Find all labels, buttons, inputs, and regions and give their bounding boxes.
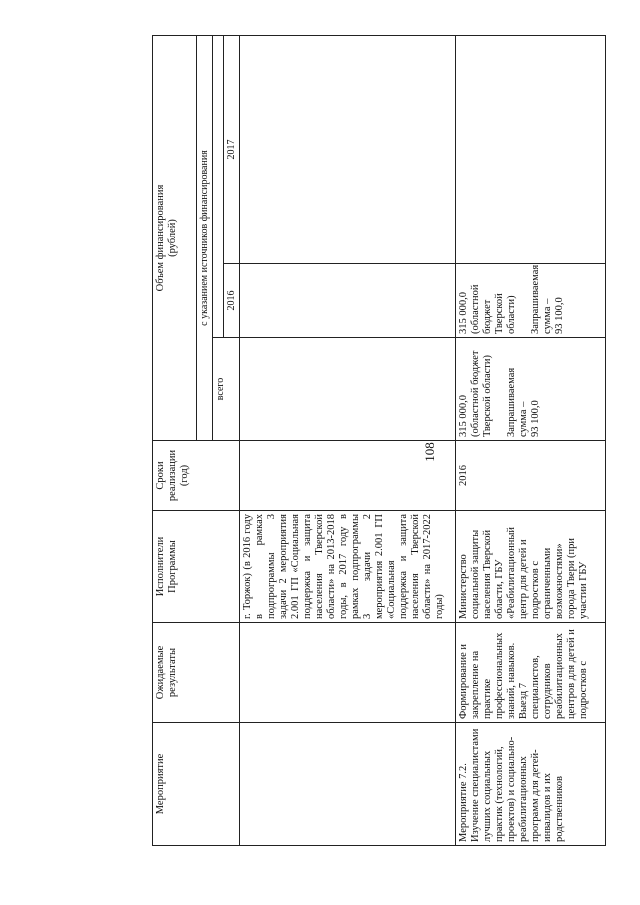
cell-executors: г. Торжок) (в 2016 году в рамках подпрограммы 3 задачи 2 мероприятия 2.001 ГП «Социальная поддержка и защита населения Тверской области» на 2013-2018 годы, в 2017 году в рамках подпрограммы 3 задачи 2 мероприятия 2.001 ГП «Социальная поддержка и защита населения Тверской области» на 2017-2022 годы) — [240, 511, 456, 623]
header-year-2016: 2016 — [224, 264, 240, 338]
cell-2017 — [240, 36, 456, 264]
program-table — [152, 35, 606, 846]
header-total: всего — [213, 338, 240, 441]
header-funding-title: Объем финансирования (рублей) — [153, 36, 197, 441]
header-year-2017: 2017 — [224, 36, 240, 264]
table-row — [456, 36, 606, 846]
rotated-table-area — [152, 36, 597, 846]
cell-measure: Мероприятие 7.2. Изучение специалистами лучших социальных практик (технологий, проектов) и социально-реабилитационных программ для детей-инвалидов и их родственников — [456, 723, 606, 846]
header-expected-results: Ожидаемые результаты — [153, 623, 240, 723]
cell-2016 — [240, 264, 456, 338]
cell-2016: 315 000,0 (областной бюджет Тверской области) Запрашиваемая сумма – 93 100,0 — [456, 264, 606, 338]
header-funding-sources: с указанием источников финансирования — [197, 36, 213, 441]
header-years-group — [213, 36, 224, 338]
cell-expected-results: Формирование и закрепление на практике профессиональных знаний, навыков. Выезд 7 специалистов, сотрудников реабилитационных центров для детей и подростков с — [456, 623, 606, 723]
cell-deadlines — [240, 441, 456, 511]
table-row — [240, 36, 456, 846]
cell-total: 315 000,0 (областной бюджет Тверской области) Запрашиваемая сумма – 93 100,0 — [456, 338, 606, 441]
header-executors: Исполнители Программы — [153, 511, 240, 623]
cell-measure — [240, 723, 456, 846]
cell-total — [240, 338, 456, 441]
header-measure: Мероприятие — [153, 723, 240, 846]
header-deadlines: Сроки реализации (год) — [153, 441, 240, 511]
cell-executors: Министерство социальной защиты населения Тверской области, ГБУ «Реабилитационный центр для детей и подростков с ограниченными возможностями» города Твери (при участии ГБУ — [456, 511, 606, 623]
cell-2017 — [456, 36, 606, 264]
table-wrapper — [152, 36, 597, 846]
cell-expected-results — [240, 623, 456, 723]
cell-deadlines: 2016 — [456, 441, 606, 511]
page-number: 108 — [422, 442, 437, 462]
